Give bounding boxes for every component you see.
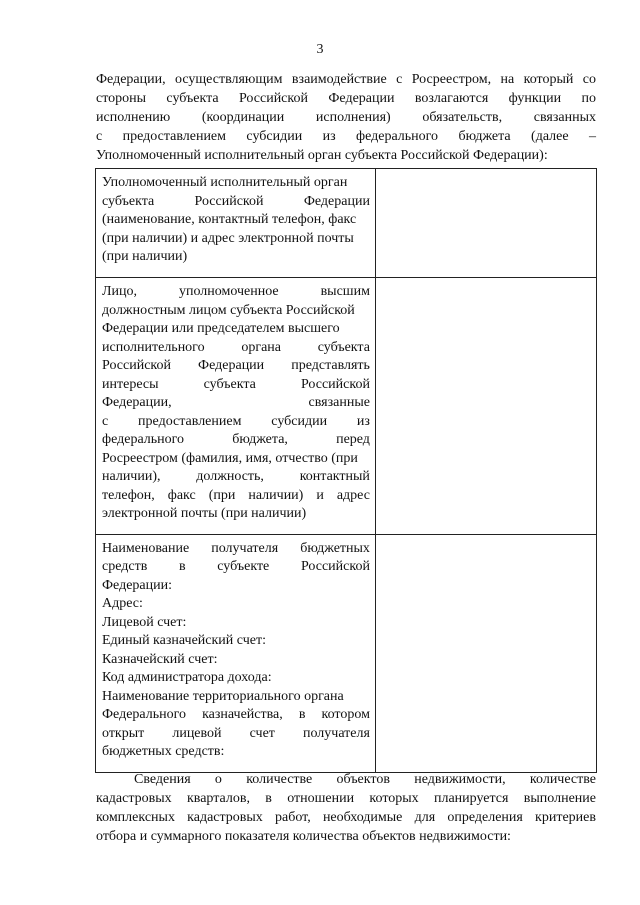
row-label-line: интересы субъекта Российской xyxy=(102,376,370,392)
row-value-cell xyxy=(375,169,596,278)
row-label-line: Федерации: xyxy=(102,577,173,593)
row-label-line: с предоставлением субсидии из xyxy=(102,413,370,429)
row-label-line: должностным лицом субъекта Российской xyxy=(102,302,355,318)
table-row xyxy=(96,169,597,278)
row-label-line: исполнительного органа субъекта xyxy=(102,339,370,355)
row-label-line: Российской Федерации представлять xyxy=(102,358,370,373)
row-label-line: Наименование получателя бюджетных xyxy=(102,540,370,556)
row-label-line: Уполномоченный исполнительный орган xyxy=(102,175,348,190)
row-value-cell xyxy=(375,278,596,535)
row-label-line: Федерации или председателем высшего xyxy=(102,321,340,336)
row-label-line: Адрес: xyxy=(102,596,143,611)
row-label-line: Лицо, уполномоченное высшим xyxy=(102,284,370,299)
row-label-line: Федерации, связанные xyxy=(102,395,370,410)
row-label-line: открыт лицевой счет получателя xyxy=(102,725,370,741)
row-label-line: Федерального казначейства, в котором xyxy=(102,707,370,722)
intro-line: Федерации, осуществляющим взаимодействие с Росреестром, на который со xyxy=(96,72,596,87)
row-label-line: (наименование, контактный телефон, факс xyxy=(102,212,357,227)
row-label-line: Казначейский счет: xyxy=(102,651,218,667)
info-table xyxy=(95,168,597,773)
row-label-line: бюджетных средств: xyxy=(102,744,225,759)
row-label-line: субъекта Российской Федерации xyxy=(102,193,370,209)
row-label-line: (при наличии) и адрес электронной почты xyxy=(102,230,354,246)
row-label-line: Лицевой счет: xyxy=(102,614,187,630)
closing-line: комплексных кадастровых работ, необходимые для определения критериев xyxy=(96,810,596,825)
closing-line: Сведения о количестве объектов недвижимости, количестве xyxy=(134,772,596,787)
row-label-line: Росреестром (фамилия, имя, отчество (при xyxy=(102,450,358,466)
row-label-line: (при наличии) xyxy=(102,249,188,264)
row-label-line: телефон, факс (при наличии) и адрес xyxy=(102,487,370,503)
row-label-line: средств в субъекте Российской xyxy=(102,559,370,574)
row-label-cell xyxy=(96,169,376,278)
intro-line: исполнению (координации исполнения) обязательств, связанных xyxy=(96,110,596,125)
table-row xyxy=(96,534,597,772)
row-label-line: наличии), должность, контактный xyxy=(102,469,370,484)
page-number: 3 xyxy=(316,42,324,57)
intro-line: стороны субъекта Российской Федерации возлагаются функции по xyxy=(96,91,596,106)
intro-line: с предоставлением субсидии из федерального бюджета (далее – xyxy=(96,129,596,144)
row-label-line: федерального бюджета, перед xyxy=(102,432,370,447)
intro-line: Уполномоченный исполнительный орган субъекта Российской Федерации): xyxy=(96,148,548,163)
row-label-line: Наименование территориального органа xyxy=(102,688,344,704)
closing-line: отбора и суммарного показателя количества объектов недвижимости: xyxy=(96,829,511,844)
table-row xyxy=(96,278,597,535)
row-label-line: Код администратора дохода: xyxy=(102,670,272,685)
row-value-cell xyxy=(375,534,596,772)
closing-line: кадастровых кварталов, в отношении которых планируется выполнение xyxy=(96,791,596,806)
row-label-line: Единый казначейский счет: xyxy=(102,633,266,648)
row-label-cell xyxy=(96,278,376,535)
row-label-line: электронной почты (при наличии) xyxy=(102,506,307,521)
closing-paragraph xyxy=(96,770,596,846)
intro-paragraph xyxy=(96,70,596,165)
row-label-cell xyxy=(96,534,376,772)
